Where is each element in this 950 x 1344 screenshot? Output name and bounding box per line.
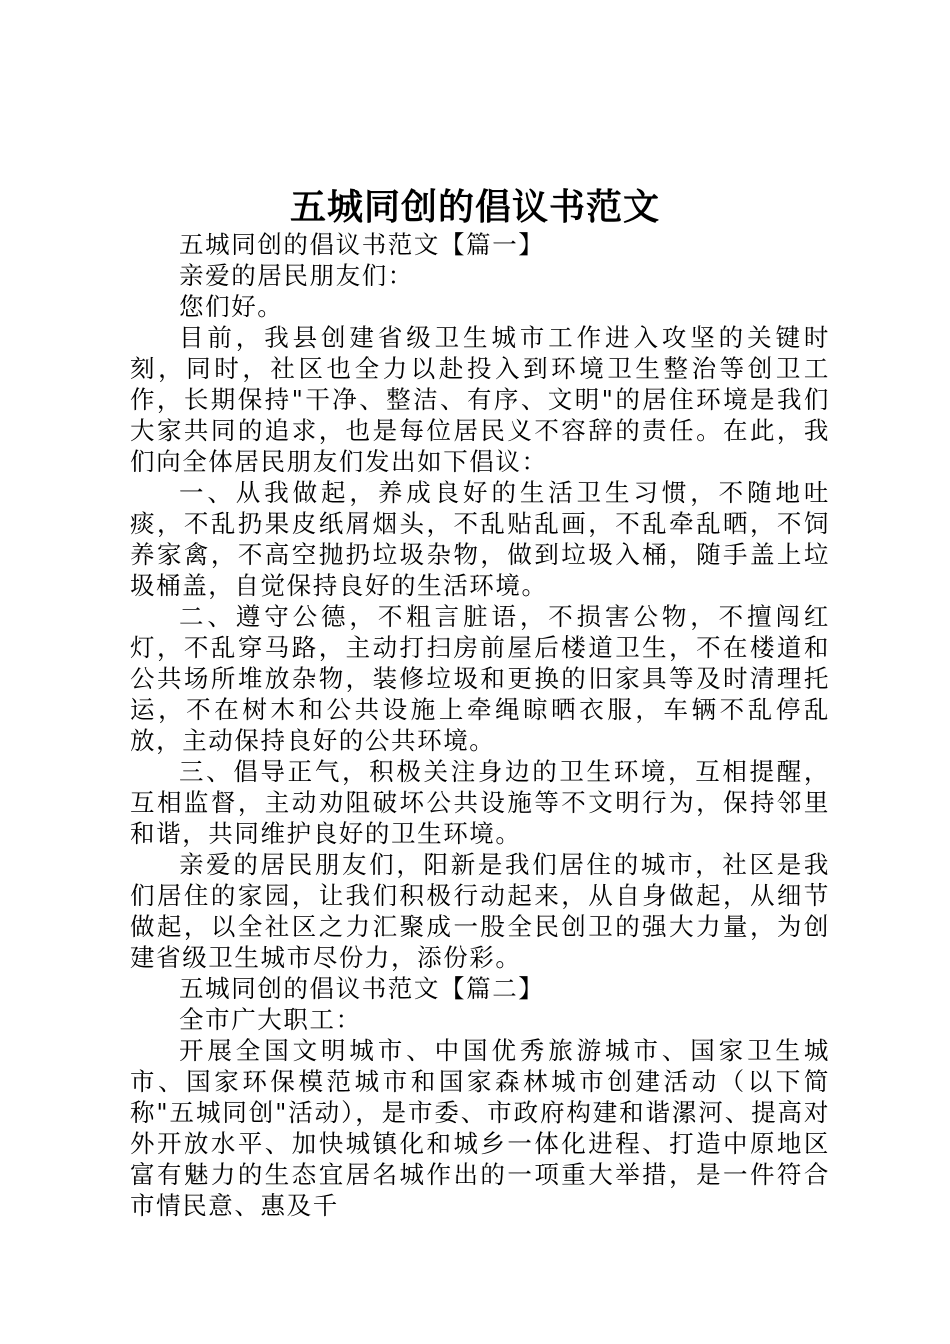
document-title: 五城同创的倡议书范文 [289, 186, 660, 228]
paragraph: 一、从我做起，养成良好的生活卫生习惯，不随地吐痰，不乱扔果皮纸屑烟头，不乱贴乱画，不乱牵乱晒，不饲养家禽，不高空抛扔垃圾杂物，做到垃圾入桶，随手盖上垃圾桶盖，自觉保持良好的生活环境。 [130, 478, 830, 600]
paragraph: 目前，我县创建省级卫生城市工作进入攻坚的关键时刻，同时，社区也全力以赴投入到环境卫生整治等创卫工作，长期保持"干净、整洁、有序、文明"的居住环境是我们大家共同的追求，也是每位居民义不容辞的责任。在此，我们向全体居民朋友们发出如下倡议： [130, 323, 830, 476]
salutation: 亲爱的居民朋友们： [179, 261, 414, 290]
greeting: 您们好。 [179, 292, 284, 321]
paragraph: 亲爱的居民朋友们，阳新是我们居住的城市，社区是我们居住的家园，让我们积极行动起来，从自身做起，从细节做起，以全社区之力汇聚成一股全民创卫的强大力量，为创建省级卫生城市尽份力，添份彩。 [130, 850, 830, 972]
paragraph: 三、倡导正气，积极关注身边的卫生环境，互相提醒，互相监督，主动劝阻破坏公共设施等不文明行为，保持邻里和谐，共同维护良好的卫生环境。 [130, 757, 830, 848]
paragraph: 二、遵守公德，不粗言脏语，不损害公物，不擅闯红灯，不乱穿马路，主动打扫房前屋后楼道卫生，不在楼道和公共场所堆放杂物，装修垃圾和更换的旧家具等及时清理托运，不在树木和公共设施上牵绳晾晒衣服，车辆不乱停乱放，主动保持良好的公共环境。 [130, 602, 830, 755]
section-heading-2: 五城同创的倡议书范文【篇二】 [179, 974, 545, 1003]
document-body [130, 229, 830, 1221]
salutation: 全市广大职工： [179, 1005, 362, 1034]
section-heading-1: 五城同创的倡议书范文【篇一】 [179, 230, 545, 259]
paragraph: 开展全国文明城市、中国优秀旅游城市、国家卫生城市、国家环保模范城市和国家森林城市创建活动（以下简称"五城同创"活动），是市委、市政府构建和谐漯河、提高对外开放水平、加快城镇化和城乡一体化进程、打造中原地区富有魅力的生态宜居名城作出的一项重大举措，是一件符合市情民意、惠及千 [130, 1036, 830, 1220]
